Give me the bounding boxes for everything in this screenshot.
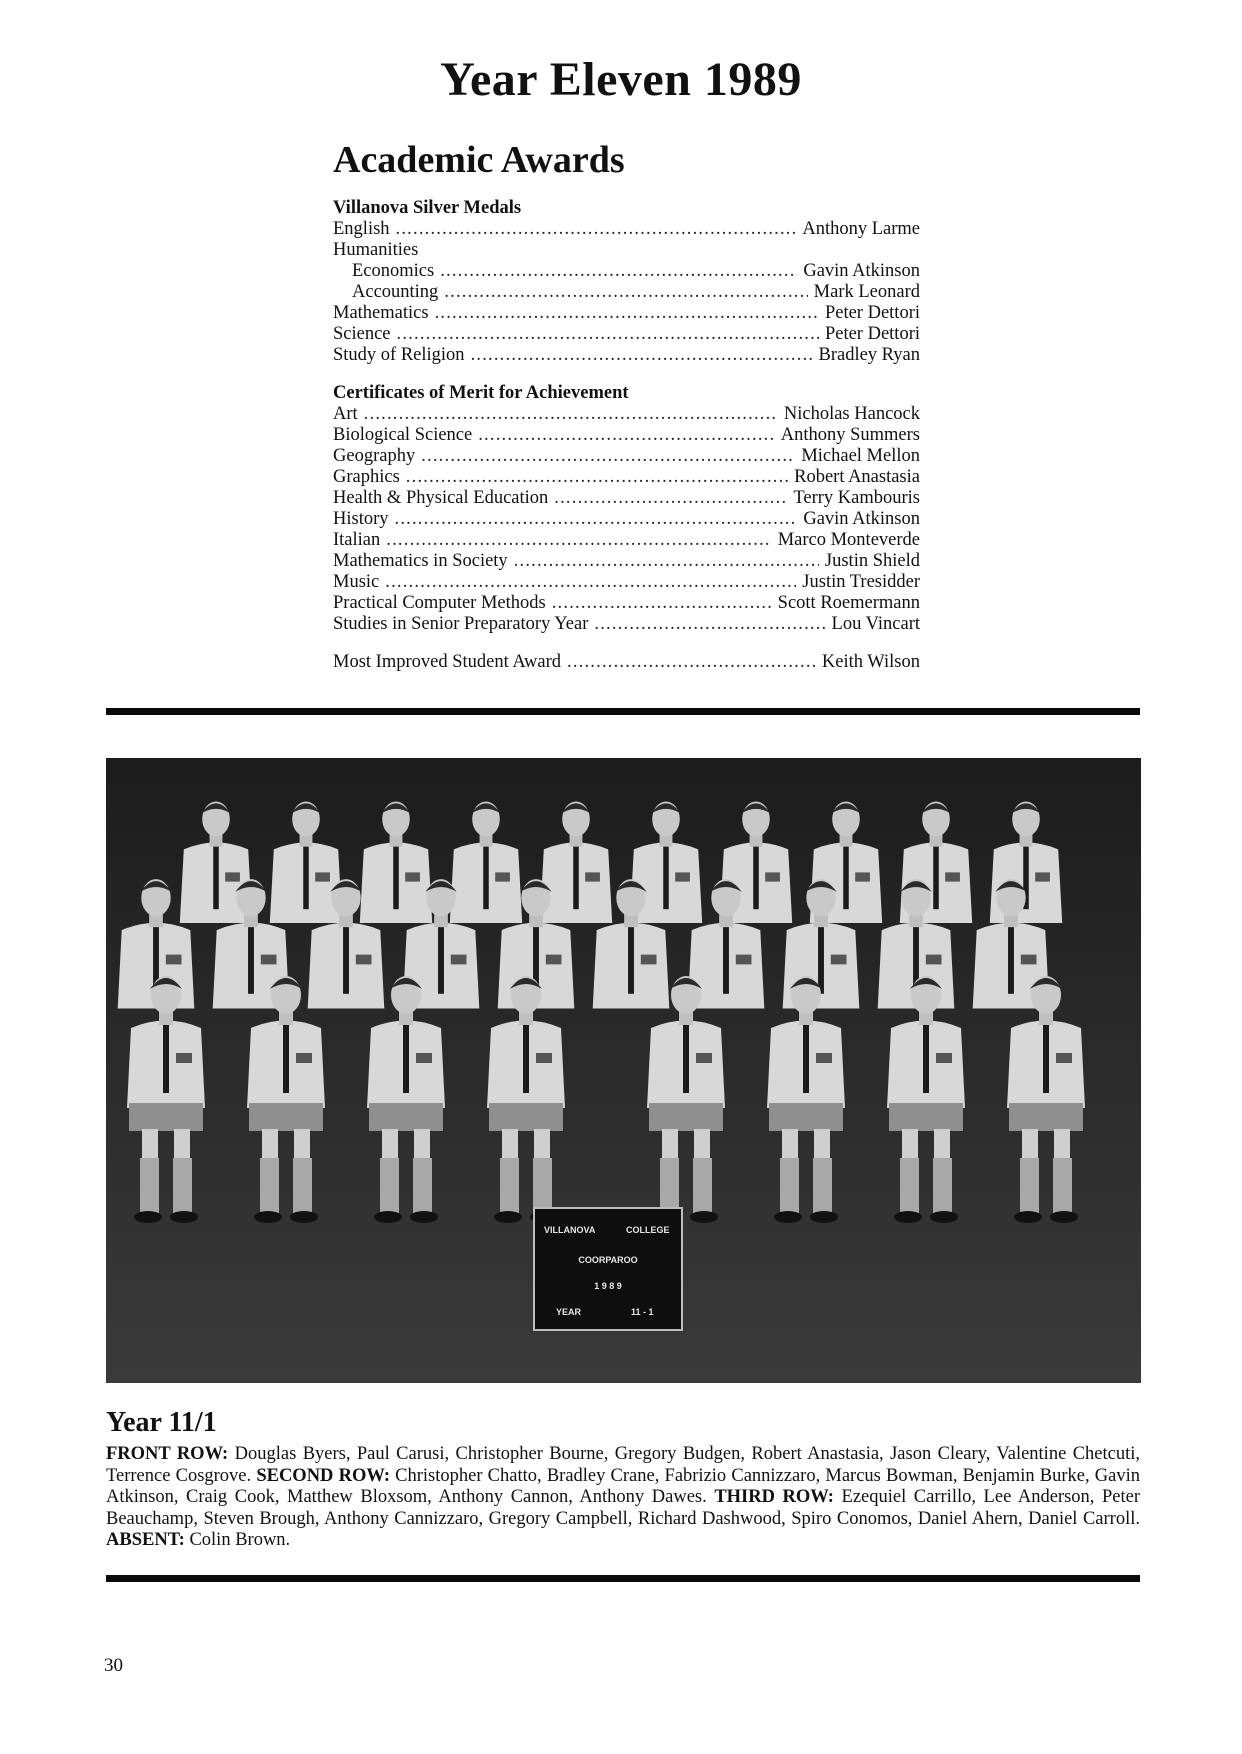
row-names: Ezequiel Carrillo, Lee Anderson, Peter Beauchamp, Steven Brough, Anthony Cannizzaro, Gregory Campbell, Richard Dashwood, Spiro Conomos, Daniel Ahern, Daniel Carroll. [106, 1487, 1140, 1529]
award-row [333, 488, 920, 509]
award-subject: Art [333, 404, 358, 424]
award-recipient: Mark Leonard [813, 282, 920, 302]
award-row [333, 652, 920, 673]
section-heading: Academic Awards [333, 139, 625, 181]
award-subject: Humanities [333, 240, 419, 260]
award-row [333, 404, 920, 425]
row-names: Douglas Byers, Paul Carusi, Christopher Bourne, Gregory Budgen, Robert Anastasia, Jason Cleary, Valentine Chetcuti, Terrence Cosgrove. [106, 1444, 1140, 1486]
award-row [333, 324, 920, 345]
divider-rule [106, 1575, 1140, 1582]
award-recipient: Peter Dettori [824, 324, 920, 344]
row-label: SECOND ROW: [256, 1465, 390, 1486]
award-recipient: Marco Monteverde [777, 530, 920, 550]
merit-certificates-list [333, 383, 920, 635]
award-recipient: Peter Dettori [824, 303, 920, 323]
award-subject: Accounting [352, 282, 439, 302]
award-row [333, 446, 920, 467]
award-recipient: Terry Kambouris [793, 488, 920, 508]
merit-certificates-heading: Certificates of Merit for Achievement [333, 383, 629, 403]
award-subject: Biological Science [333, 425, 473, 445]
award-subject: History [333, 509, 389, 529]
award-recipient: Nicholas Hancock [783, 404, 920, 424]
class-heading: Year 11/1 [106, 1407, 217, 1438]
row-label: FRONT ROW: [106, 1444, 229, 1464]
row-names: Christopher Chatto, Bradley Crane, Fabrizio Cannizzaro, Marcus Bowman, Benjamin Burke, Gavin Atkinson, Craig Cook, Matthew Bloxsom, Anthony Cannon, Anthony Dawes. [106, 1465, 1140, 1507]
award-subject: Health & Physical Education [333, 488, 549, 508]
award-subject: Practical Computer Methods [333, 593, 546, 613]
award-subject: Science [333, 324, 391, 344]
award-subject: Music [333, 572, 380, 592]
award-subject: Mathematics in Society [333, 551, 508, 571]
award-row [333, 509, 920, 530]
award-row [333, 425, 920, 446]
award-recipient: Bradley Ryan [818, 345, 920, 365]
class-photo-image [106, 758, 1141, 1383]
divider-rule [106, 708, 1140, 715]
award-row [333, 530, 920, 551]
award-recipient: Gavin Atkinson [803, 509, 920, 529]
row-label: ABSENT: [106, 1530, 185, 1550]
award-recipient: Robert Anastasia [794, 467, 920, 487]
award-row [333, 467, 920, 488]
award-row [333, 282, 920, 303]
award-recipient: Justin Tresidder [802, 572, 920, 592]
award-row [333, 240, 920, 261]
award-subject: Graphics [333, 467, 400, 487]
award-recipient: Anthony Summers [780, 425, 920, 445]
award-subject: Study of Religion [333, 345, 465, 365]
award-recipient: Scott Roemermann [777, 593, 920, 613]
board-text: COORPAROO [578, 1255, 638, 1265]
award-row [333, 572, 920, 593]
award-subject: Italian [333, 530, 381, 550]
award-recipient: Keith Wilson [821, 652, 920, 672]
award-recipient: Michael Mellon [801, 446, 920, 466]
award-subject: Geography [333, 446, 416, 466]
award-row [333, 551, 920, 572]
silver-medals-list [333, 198, 920, 366]
award-row [333, 261, 920, 282]
page-title: Year Eleven 1989 [440, 53, 802, 106]
row-names: Colin Brown. [184, 1530, 291, 1550]
board-text: YEAR [556, 1307, 582, 1317]
row-label: THIRD ROW: [714, 1487, 834, 1507]
award-subject: English [333, 219, 390, 239]
award-subject: Mathematics [333, 303, 429, 323]
award-recipient: Gavin Atkinson [803, 261, 920, 281]
award-recipient: Anthony Larme [802, 219, 920, 239]
award-recipient: Justin Shield [824, 551, 920, 571]
award-row [333, 345, 920, 366]
award-subject: Studies in Senior Preparatory Year [333, 614, 589, 634]
class-names-caption [106, 1444, 1140, 1552]
award-row [333, 219, 920, 240]
most-improved-award [333, 652, 920, 673]
silver-medals-heading: Villanova Silver Medals [333, 198, 522, 218]
award-subject: Most Improved Student Award [333, 652, 561, 672]
award-recipient: Lou Vincart [831, 614, 920, 634]
award-row [333, 593, 920, 614]
award-subject: Economics [352, 261, 435, 281]
board-text: VILLANOVA [544, 1225, 596, 1235]
page-number: 30 [104, 1655, 123, 1676]
class-photo [106, 758, 1141, 1383]
board-text: 1 9 8 9 [594, 1281, 622, 1291]
board-text: 11 - 1 [631, 1307, 654, 1317]
award-row [333, 614, 920, 635]
board-text: COLLEGE [626, 1225, 670, 1235]
award-row [333, 303, 920, 324]
